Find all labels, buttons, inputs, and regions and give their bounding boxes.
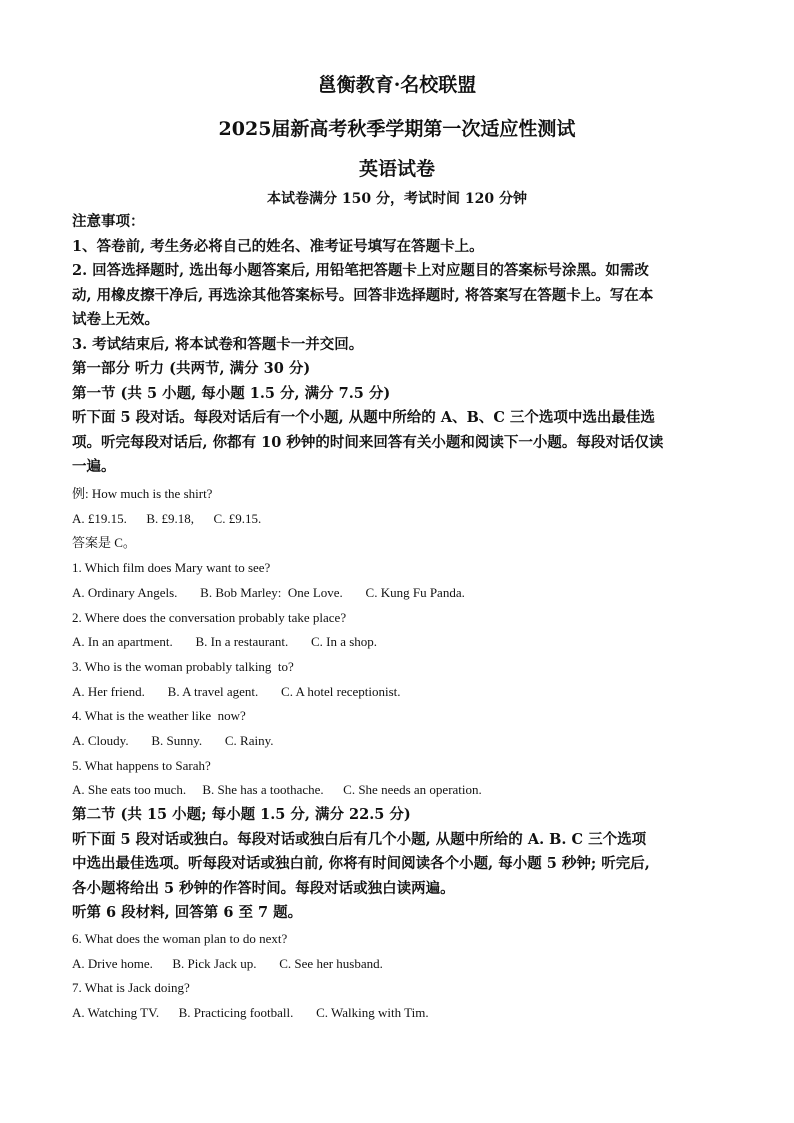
section1-instr-line-2: 项。听完每段对话后, 你都有 10 秒钟的时间来回答有关小题和阅读下一小题。每段对话仅读: [72, 433, 664, 451]
question-1: 1. Which film does Mary want to see?: [72, 560, 271, 576]
question-5-options: A. She eats too much. B. She has a toothache. C. She needs an operation.: [72, 782, 482, 798]
alliance-title: 邕衡教育·名校联盟: [317, 74, 477, 96]
notes-block: [72, 210, 732, 480]
section2-instr-line-1: 听下面 5 段对话或独白。每段对话或独白后有几个小题, 从题中所给的 A. B. C 三个选项: [72, 830, 647, 848]
section1-instr-line-3: 一遍。: [72, 458, 116, 475]
question-7-options: A. Watching TV. B. Practicing football. C. Walking with Tim.: [72, 1005, 429, 1021]
section1-instr-line-1: 听下面 5 段对话。每段对话后有一个小题, 从题中所给的 A、B、C 三个选项中选出最佳选: [72, 409, 655, 426]
question-4: 4. What is the weather like now?: [72, 708, 246, 724]
question-4-options: A. Cloudy. B. Sunny. C. Rainy.: [72, 733, 274, 749]
section2-instr-line-3: 各小题将给出 5 秒钟的作答时间。每段对话或独白读两遍。: [72, 879, 455, 897]
note-2-line-2: 动, 用橡皮擦干净后, 再选涂其他答案标号。回答非选择题时, 将答案写在答题卡上。写在本: [72, 286, 654, 304]
question-6: 6. What does the woman plan to do next?: [72, 931, 288, 946]
example-answer: 答案是 C。: [72, 535, 136, 551]
section2-title: 第二节 (共 15 小题; 每小题 1.5 分, 满分 22.5 分): [72, 806, 411, 823]
notes-title: 注意事项：: [72, 213, 145, 230]
note-3: 3. 考试结束后, 将本试卷和答题卡一并交回。: [72, 335, 364, 353]
question-5: 5. What happens to Sarah?: [72, 757, 211, 773]
section1-questions: [72, 482, 732, 803]
score-time-info: 本试卷满分 150 分，考试时间 120 分钟: [267, 191, 527, 207]
note-2-line-1: 2. 回答选择题时, 选出每小题答案后, 用铅笔把答题卡上对应题目的答案标号涂黑。如需改: [72, 262, 649, 279]
question-1-options: A. Ordinary Angels. B. Bob Marley: One Love. C. Kung Fu Panda.: [72, 584, 465, 600]
subject-title: 英语试卷: [358, 158, 435, 180]
question-3-options: A. Her friend. B. A travel agent. C. A hotel receptionist.: [72, 683, 401, 699]
material-6-header: 听第 6 段材料, 回答第 6 至 7 题。: [72, 904, 303, 921]
note-2-line-3: 试卷上无效。: [72, 311, 159, 328]
question-2: 2. Where does the conversation probably take place?: [72, 609, 347, 625]
question-3: 3. Who is the woman probably talking to?: [72, 658, 294, 674]
question-2-options: A. In an apartment. B. In a restaurant. C. In a shop.: [72, 634, 378, 650]
section2-block: [72, 803, 732, 926]
example-options: A. £19.15. B. £9.18, C. £9.15.: [72, 510, 262, 526]
section2-instr-line-2: 中选出最佳选项。听每段对话或独白前, 你将有时间阅读各个小题, 每小题 5 秒钟; 听完后,: [72, 855, 650, 872]
example-question: 例: How much is the shirt?: [72, 486, 213, 501]
section2-questions: [72, 927, 732, 1026]
question-7: 7. What is Jack doing?: [72, 980, 190, 996]
part1-title: 第一部分 听力 (共两节, 满分 30 分): [72, 360, 311, 377]
exam-title: 2025届新高考秋季学期第一次适应性测试: [218, 118, 576, 140]
question-6-options: A. Drive home. B. Pick Jack up. C. See her husband.: [72, 955, 383, 971]
section1-title: 第一节 (共 5 小题, 每小题 1.5 分, 满分 7.5 分): [72, 384, 391, 402]
note-1: 1、答卷前, 考生务必将自己的姓名、准考证号填写在答题卡上。: [72, 237, 484, 255]
